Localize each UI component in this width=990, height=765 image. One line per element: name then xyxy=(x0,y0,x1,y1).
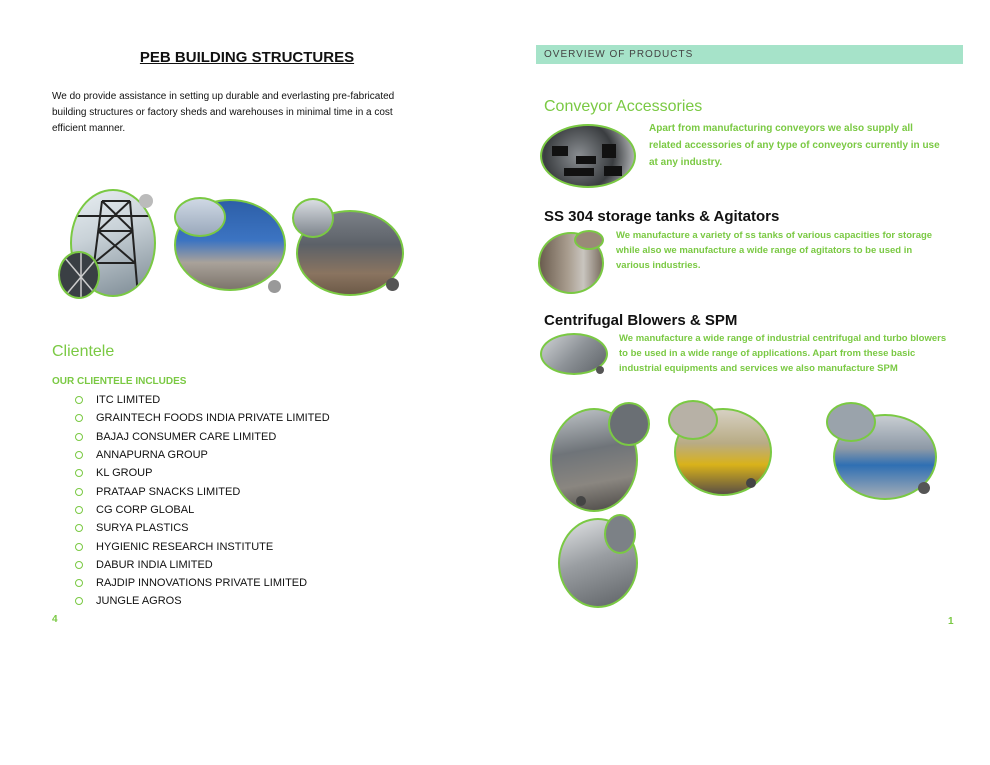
peb-lights-inset-photo xyxy=(292,198,334,238)
bullet-icon xyxy=(75,524,83,532)
platform-inset-photo xyxy=(668,400,718,440)
spm-inset-photo xyxy=(604,514,636,554)
bullet-icon xyxy=(75,543,83,551)
decor-dot xyxy=(596,366,604,374)
decor-dot xyxy=(268,280,281,293)
clientele-subheading: OUR CLIENTELE INCLUDES xyxy=(52,376,187,387)
list-item: BAJAJ CONSUMER CARE LIMITED xyxy=(75,428,330,446)
bullet-icon xyxy=(75,506,83,514)
bullet-icon xyxy=(75,451,83,459)
bullet-icon xyxy=(75,488,83,496)
bullet-icon xyxy=(75,433,83,441)
conveyor-accessories-photo xyxy=(540,124,636,188)
blowers-description: We manufacture a wide range of industrial centrifugal and turbo blowers to be used in a wide range of applications. Apart from these basic industrial equipments and services we also manufacture SPM xyxy=(619,333,947,374)
bullet-icon xyxy=(75,396,83,404)
overview-header-bar: OVERVIEW OF PRODUCTS xyxy=(536,45,963,64)
conveyor-description: Apart from manufacturing conveyors we also supply all related accessories of any type of conveyors currently in use at any industry. xyxy=(649,123,940,168)
list-item: ANNAPURNA GROUP xyxy=(75,446,330,464)
decor-dot xyxy=(386,278,399,291)
tanks-description: We manufacture a variety of ss tanks of various capacities for storage while also we manufacture a wide range of agitators to be used in various industries. xyxy=(616,230,933,271)
peb-structure-inset-photo xyxy=(58,251,100,299)
page-number-right: 1 xyxy=(948,616,954,627)
decor-dot xyxy=(576,496,586,506)
bullet-icon xyxy=(75,561,83,569)
decor-dot xyxy=(139,194,153,208)
list-item: PRATAAP SNACKS LIMITED xyxy=(75,482,330,500)
conveyor-machine-inset-photo xyxy=(608,402,650,446)
list-item: CG CORP GLOBAL xyxy=(75,501,330,519)
tank-inset-photo xyxy=(574,230,604,250)
list-item: JUNGLE AGROS xyxy=(75,592,330,610)
peb-description: We do provide assistance in setting up durable and everlasting pre-fabricated building structures or factory sheds and warehouses in minimal time in a cost efficient manner. xyxy=(52,91,395,134)
peb-roof-inset-photo xyxy=(174,197,226,237)
conveyor-heading: Conveyor Accessories xyxy=(544,98,703,115)
bullet-icon xyxy=(75,414,83,422)
bullet-icon xyxy=(75,597,83,605)
blowers-heading: Centrifugal Blowers & SPM xyxy=(544,312,738,329)
list-item: DABUR INDIA LIMITED xyxy=(75,556,330,574)
list-item: RAJDIP INNOVATIONS PRIVATE LIMITED xyxy=(75,574,330,592)
clientele-heading: Clientele xyxy=(52,343,115,360)
decor-dot xyxy=(746,478,756,488)
tanks-heading: SS 304 storage tanks & Agitators xyxy=(544,208,780,225)
list-item: SURYA PLASTICS xyxy=(75,519,330,537)
page-number-left: 4 xyxy=(52,614,58,625)
list-item: KL GROUP xyxy=(75,464,330,482)
list-item: ITC LIMITED xyxy=(75,391,330,409)
peb-title: PEB BUILDING STRUCTURES xyxy=(139,49,355,66)
decor-dot xyxy=(918,482,930,494)
list-item: GRAINTECH FOODS INDIA PRIVATE LIMITED xyxy=(75,409,330,427)
bullet-icon xyxy=(75,469,83,477)
list-item: HYGIENIC RESEARCH INSTITUTE xyxy=(75,537,330,555)
spiral-inset-photo xyxy=(826,402,876,442)
client-list xyxy=(75,391,330,611)
bullet-icon xyxy=(75,579,83,587)
